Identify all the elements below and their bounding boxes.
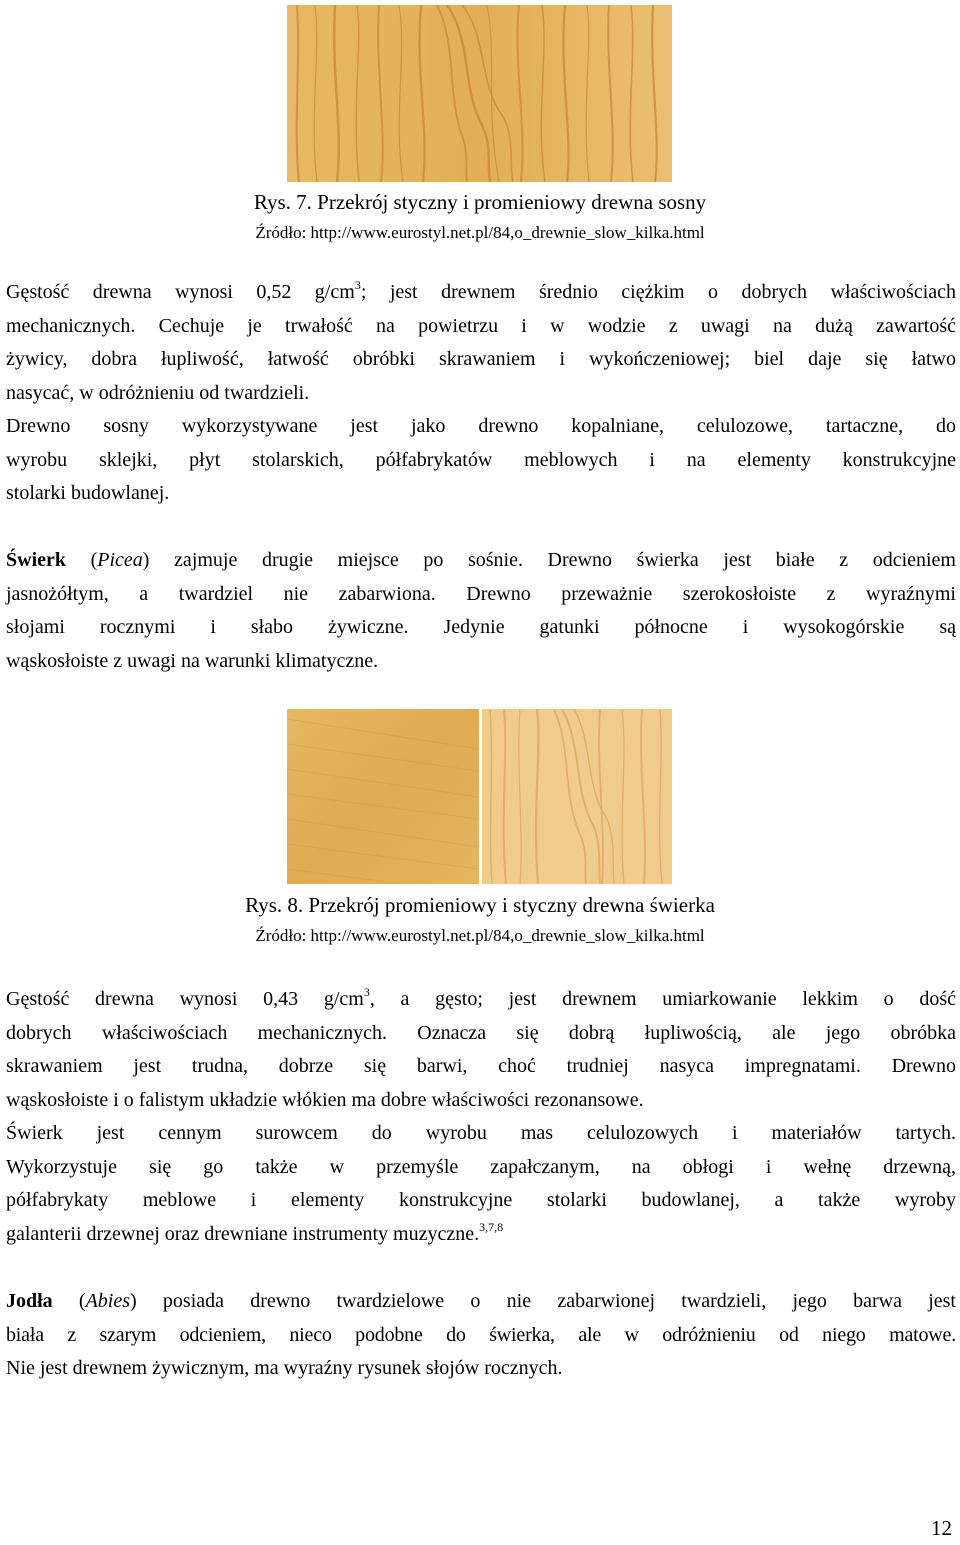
figure-7-source: Źródło: http://www.eurostyl.net.pl/84,o_drewnie_slow_kilka.html (255, 223, 705, 242)
term-bold: Jodła (6, 1290, 53, 1312)
text-line: żywicy, dobra łupliwość, łatwość obróbki skrawaniem i wykończeniowej; biel daje się łatwo (6, 348, 956, 370)
spruce-intro-paragraph (6, 544, 956, 678)
text-line: wyrobu sklejki, płyt stolarskich, półfabrykatów meblowych i na elementy konstrukcyjne (6, 448, 956, 471)
figure-7-caption: Rys. 7. Przekrój styczny i promieniowy drewna sosny (253, 190, 707, 214)
pine-usage-paragraph (6, 410, 956, 511)
latin-name: Abies (85, 1290, 131, 1312)
superscript: 3 (354, 278, 361, 292)
spruce-density-paragraph (6, 983, 956, 1251)
text-line: wąskosłoiste i o falistym układzie włókien ma dobre właściwości rezonansowe. (6, 1088, 644, 1111)
text-line: nasycać, w odróżnieniu od twardzieli. (6, 381, 310, 404)
text-line: dobrych właściwościach mechanicznych. Oznacza się dobrą łupliwością, ale jego obróbka (6, 1021, 956, 1044)
text-line: Świerk jest cennym surowcem do wyrobu mas celulozowych i materiałów tartych. (6, 1122, 956, 1144)
spruce-radial-photo (287, 709, 479, 884)
text-line: Gęstość drewna wynosi 0,43 $g/cm^3$, a gęsto; jest drewnem umiarkowanie lekkim o dość (6, 985, 957, 1010)
fir-paragraph (6, 1285, 956, 1386)
text-line: słojami rocznymi i słabo żywiczne. Jedynie gatunki północne i wysokogórskie są (6, 616, 956, 638)
text-line: Jodła (Abies) posiada drewno twardzielowe o nie zabarwionej twardzieli, jego barwa jest (6, 1290, 956, 1312)
text-line: Wykorzystuje się go także w przemyśle zapałczanym, na obłogi i wełnę drzewną, (6, 1155, 956, 1178)
text-line: Nie jest drewnem żywicznym, ma wyraźny rysunek słojów rocznych. (6, 1357, 563, 1379)
text-line: Gęstość drewna wynosi 0,52 $g/cm^3$; jest drewnem średnio ciężkim o dobrych właściwościach (6, 278, 957, 303)
superscript: 3 (363, 985, 370, 999)
figure-8-caption: Rys. 8. Przekrój promieniowy i styczny drewna świerka (245, 893, 715, 917)
pine-density-paragraph (6, 276, 956, 410)
text-line: jasnożółtym, a twardziel nie zabarwiona. Drewno przeważnie szerokosłoiste z wyraźnymi (6, 582, 956, 605)
spruce-tangential-photo (482, 709, 672, 884)
term-bold: Świerk (6, 549, 66, 571)
text-line: Świerk (Picea) zajmuje drugie miejsce po sośnie. Drewno świerka jest białe z odcieniem (6, 549, 956, 571)
text-line: biała z szarym odcieniem, nieco podobne do świerka, ale w odróżnieniu od niego matowe. (6, 1323, 956, 1346)
footnote-reference: 3,7,8 (479, 1219, 504, 1234)
text-line: skrawaniem jest trudna, dobrze się barwi, choć trudniej nasyca impregnatami. Drewno (6, 1055, 956, 1077)
figure-8-source: Źródło: http://www.eurostyl.net.pl/84,o_drewnie_slow_kilka.html (255, 926, 705, 945)
page-number: 12 (931, 1516, 952, 1540)
text-line: mechanicznych. Cechuje je trwałość na powietrzu i w wodzie z uwagi na dużą zawartość (6, 314, 956, 337)
text-line: półfabrykaty meblowe i elementy konstrukcyjne stolarki budowlanej, a także wyroby (6, 1189, 956, 1211)
text-line: stolarki budowlanej. (6, 482, 170, 504)
pine-wood-photo (287, 5, 672, 182)
text-line: wąskosłoiste z uwagi na warunki klimatyczne. (6, 649, 379, 672)
text-line: Drewno sosny wykorzystywane jest jako drewno kopalniane, celulozowe, tartaczne, do (6, 415, 956, 437)
text-line: galanterii drzewnej oraz drewniane instrumenty muzyczne.$^{3,7,8}$ (6, 1219, 504, 1245)
latin-name: Picea (97, 549, 143, 571)
